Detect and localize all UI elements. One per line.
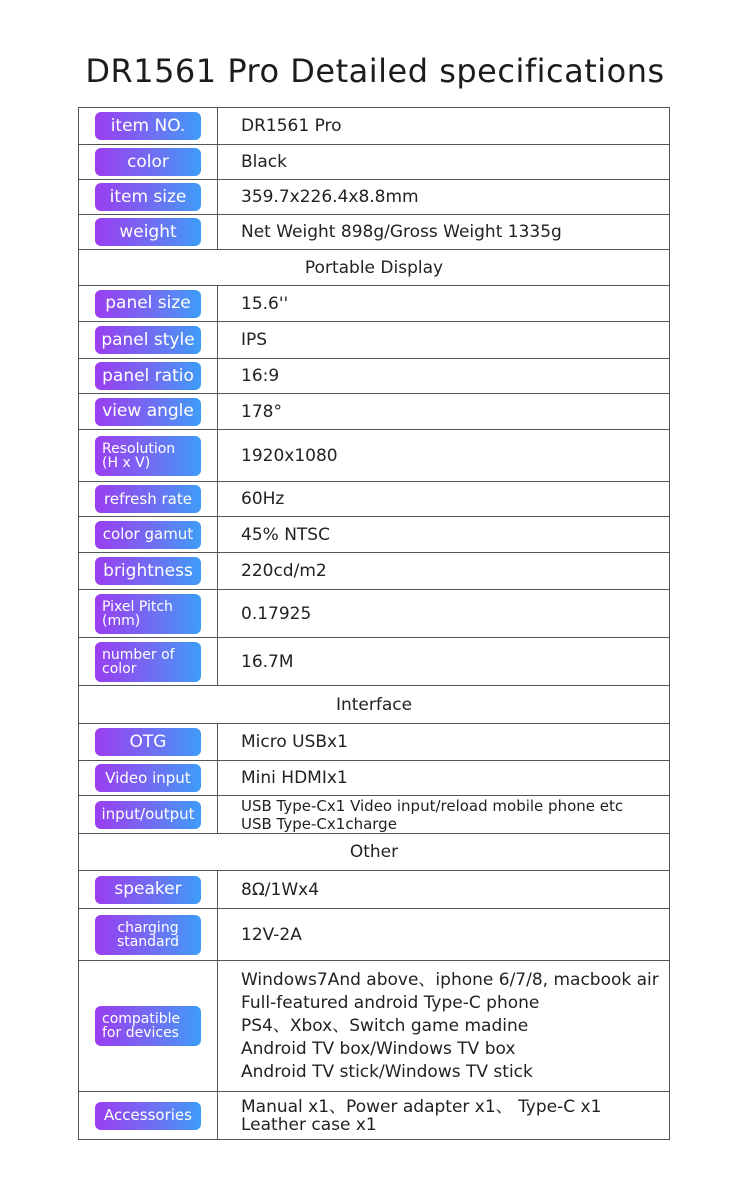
spec-row bbox=[79, 286, 670, 322]
label-otg: OTG bbox=[95, 728, 201, 756]
value-speaker: 8Ω/1Wx4 bbox=[218, 871, 670, 909]
spec-row bbox=[79, 517, 670, 553]
label-accessories: Accessories bbox=[95, 1102, 201, 1130]
spec-row bbox=[79, 322, 670, 359]
value-input-output: USB Type-Cx1 Video input/reload mobile phone etc USB Type-Cx1charge bbox=[218, 796, 670, 834]
value-charging-standard: 12V-2A bbox=[218, 909, 670, 961]
value-color: Black bbox=[218, 145, 670, 180]
value-color-gamut: 45% NTSC bbox=[218, 517, 670, 553]
spec-row bbox=[79, 394, 670, 430]
spec-row bbox=[79, 180, 670, 215]
label-refresh-rate: refresh rate bbox=[95, 485, 201, 513]
value-view-angle: 178° bbox=[218, 394, 670, 430]
value-panel-size: 15.6'' bbox=[218, 286, 670, 322]
label-brightness: brightness bbox=[95, 557, 201, 585]
spec-row bbox=[79, 638, 670, 686]
spec-row bbox=[79, 108, 670, 145]
spec-table bbox=[78, 107, 670, 1140]
value-accessories: Manual x1、Power adapter x1、 Type-C x1 Leather case x1 bbox=[218, 1092, 670, 1140]
label-resolution: Resolution (H x V) bbox=[95, 436, 201, 476]
label-number-of-color: number of color bbox=[95, 642, 201, 682]
label-input-output: input/output bbox=[95, 801, 201, 829]
label-item-no: item NO. bbox=[95, 112, 201, 140]
spec-row bbox=[79, 871, 670, 909]
label-panel-size: panel size bbox=[95, 290, 201, 318]
spec-row bbox=[79, 359, 670, 394]
section-row bbox=[79, 834, 670, 871]
value-item-size: 359.7x226.4x8.8mm bbox=[218, 180, 670, 215]
value-resolution: 1920x1080 bbox=[218, 430, 670, 482]
value-weight: Net Weight 898g/Gross Weight 1335g bbox=[218, 215, 670, 250]
value-brightness: 220cd/m2 bbox=[218, 553, 670, 590]
spec-row bbox=[79, 724, 670, 761]
spec-row bbox=[79, 215, 670, 250]
section-interface: Interface bbox=[79, 686, 670, 724]
spec-row bbox=[79, 482, 670, 517]
value-compatible-devices: Windows7And above、iphone 6/7/8, macbook air Full-featured android Type-C phone PS4、Xbox、Switch game madine Android TV box/Windows TV box Android TV stick/Windows TV stick bbox=[218, 961, 670, 1092]
label-panel-style: panel style bbox=[95, 326, 201, 354]
label-charging-standard: charging standard bbox=[95, 915, 201, 955]
label-color: color bbox=[95, 148, 201, 176]
value-pixel-pitch: 0.17925 bbox=[218, 590, 670, 638]
label-pixel-pitch: Pixel Pitch (mm) bbox=[95, 594, 201, 634]
section-other: Other bbox=[79, 834, 670, 871]
label-video-input: Video input bbox=[95, 764, 201, 792]
section-row bbox=[79, 686, 670, 724]
value-item-no: DR1561 Pro bbox=[218, 108, 670, 145]
spec-row bbox=[79, 761, 670, 796]
label-weight: weight bbox=[95, 218, 201, 246]
spec-row bbox=[79, 590, 670, 638]
value-panel-style: IPS bbox=[218, 322, 670, 359]
label-item-size: item size bbox=[95, 183, 201, 211]
spec-row bbox=[79, 145, 670, 180]
spec-row bbox=[79, 430, 670, 482]
spec-row bbox=[79, 553, 670, 590]
spec-row bbox=[79, 796, 670, 834]
label-panel-ratio: panel ratio bbox=[95, 362, 201, 390]
label-color-gamut: color gamut bbox=[95, 521, 201, 549]
spec-row bbox=[79, 1092, 670, 1140]
label-speaker: speaker bbox=[95, 876, 201, 904]
page-title: DR1561 Pro Detailed specifications bbox=[85, 52, 665, 90]
label-compatible-devices: compatible for devices bbox=[95, 1006, 201, 1046]
spec-row bbox=[79, 909, 670, 961]
spec-row bbox=[79, 961, 670, 1092]
value-panel-ratio: 16:9 bbox=[218, 359, 670, 394]
section-row bbox=[79, 250, 670, 286]
section-portable-display: Portable Display bbox=[79, 250, 670, 286]
value-number-of-color: 16.7M bbox=[218, 638, 670, 686]
value-refresh-rate: 60Hz bbox=[218, 482, 670, 517]
value-otg: Micro USBx1 bbox=[218, 724, 670, 761]
value-video-input: Mini HDMIx1 bbox=[218, 761, 670, 796]
label-view-angle: view angle bbox=[95, 398, 201, 426]
